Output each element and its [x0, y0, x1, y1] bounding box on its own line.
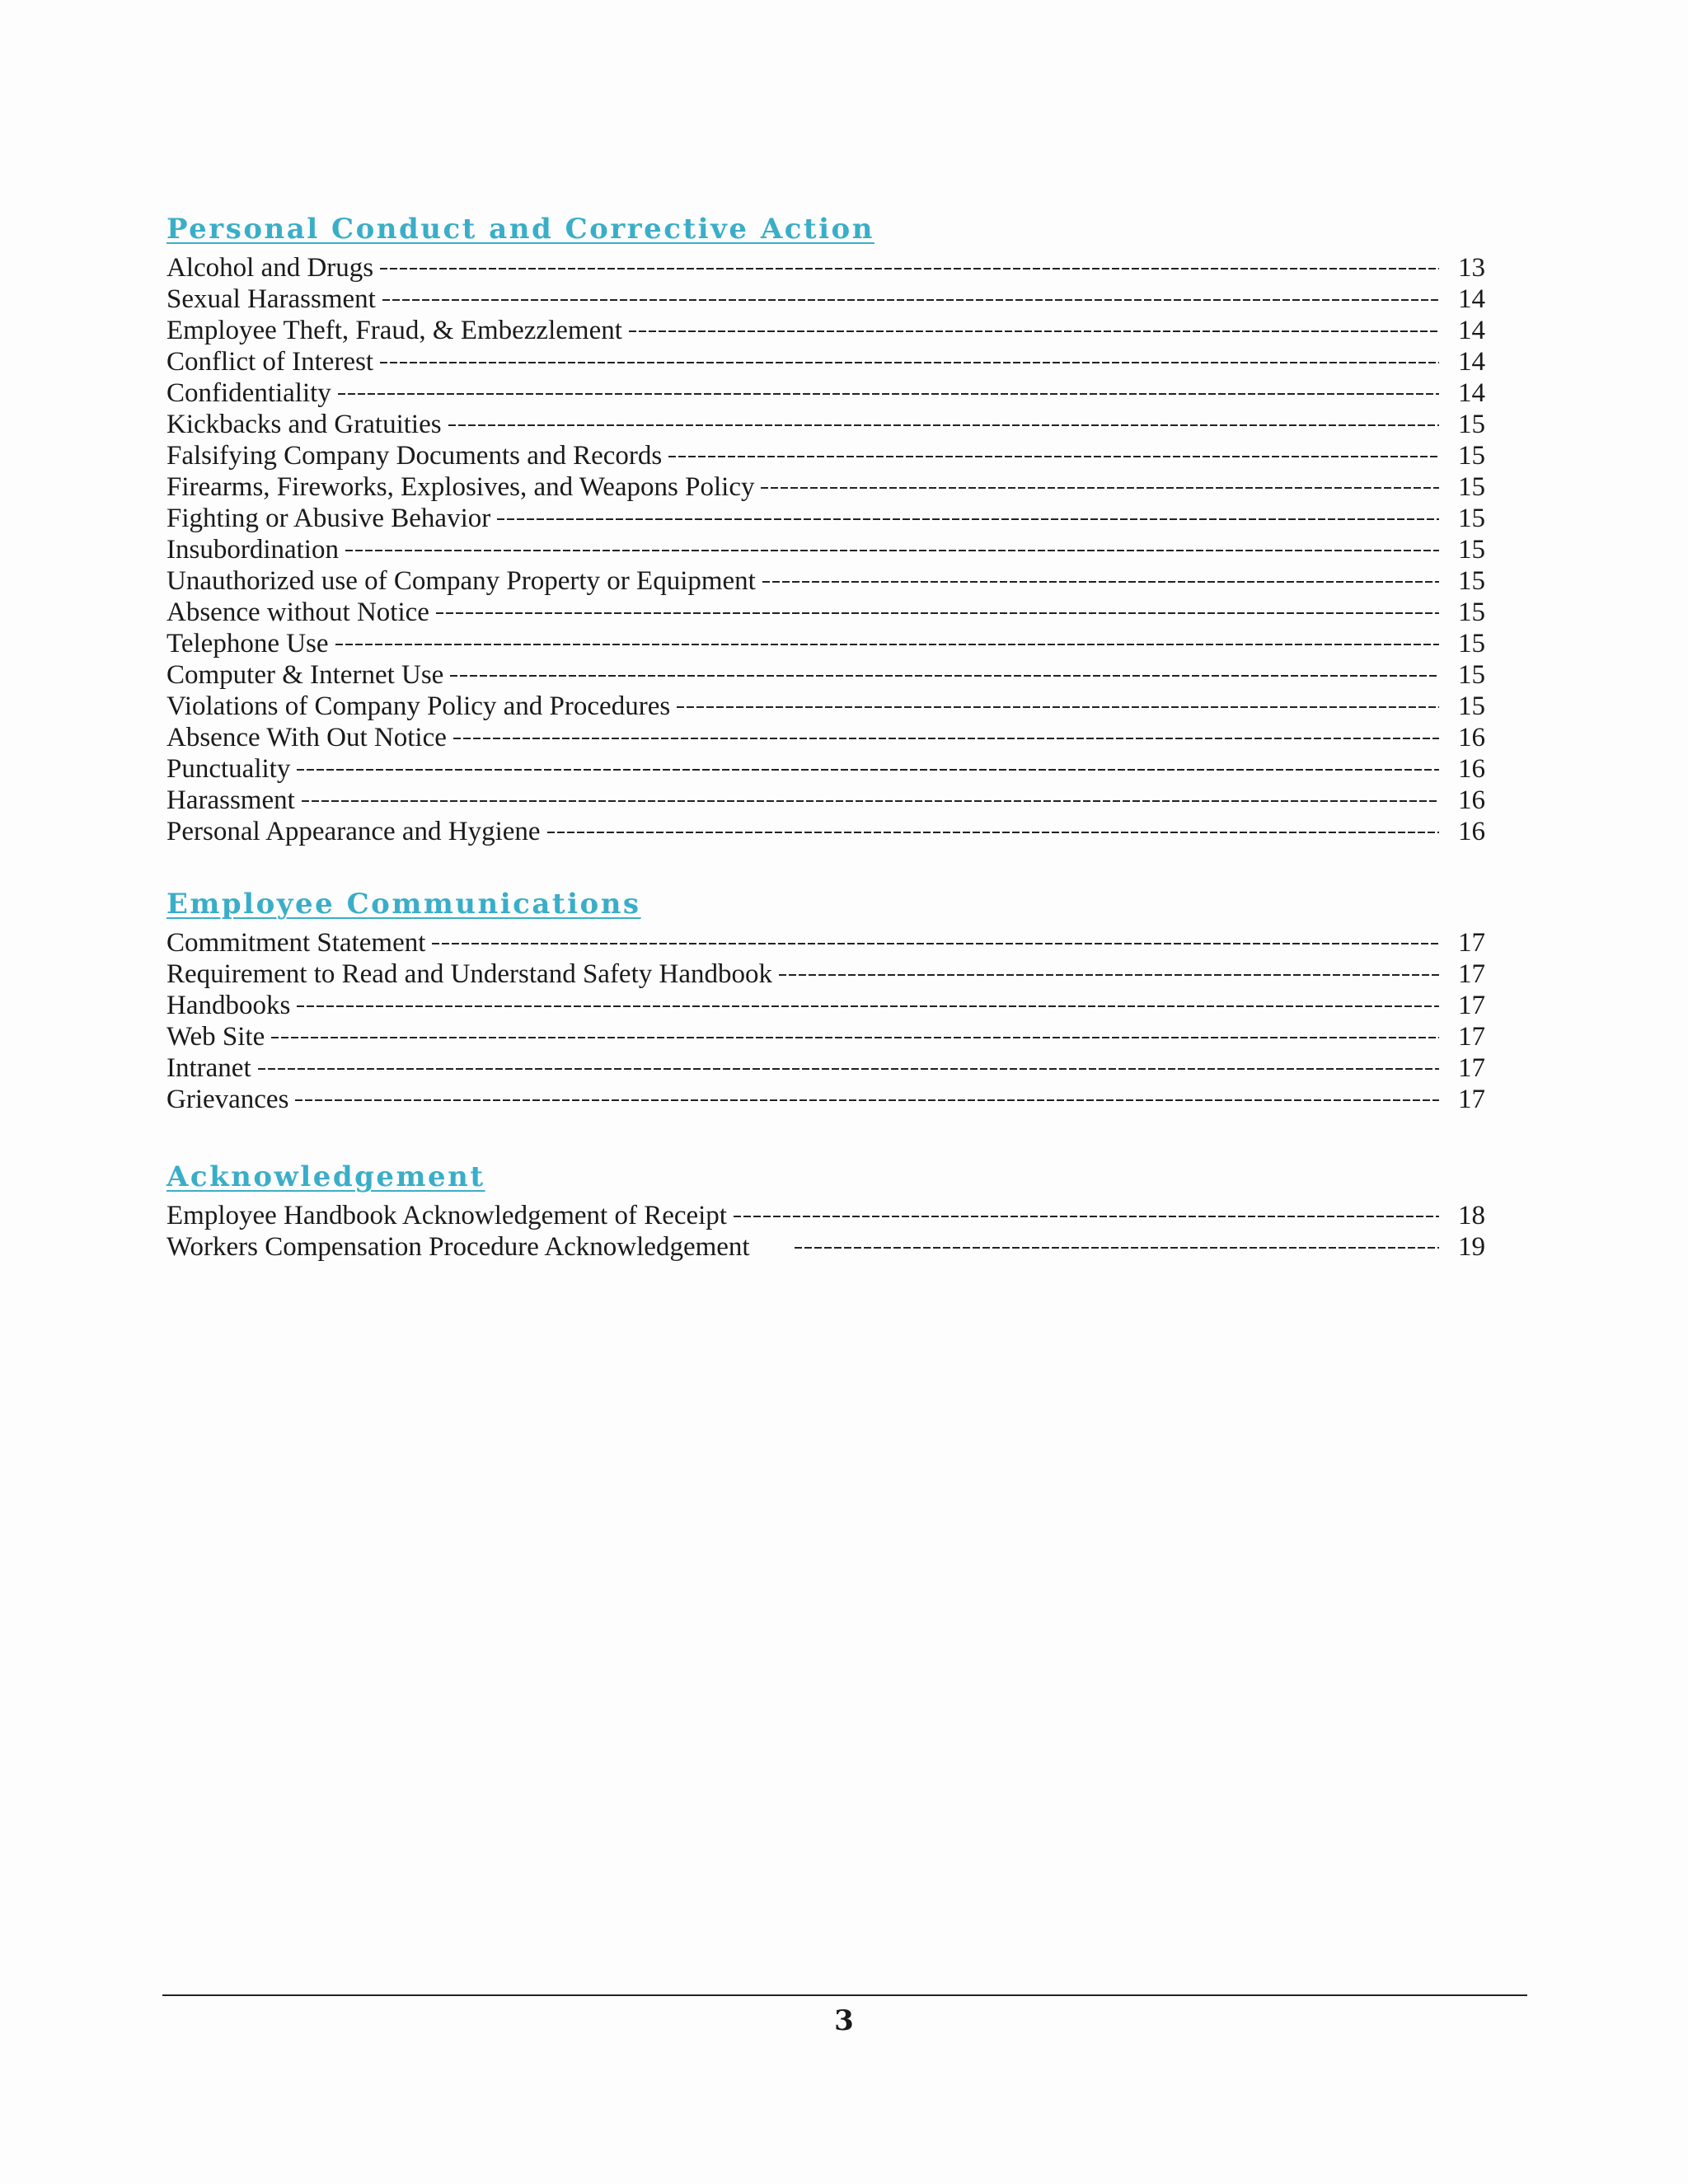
dot-leader	[295, 1091, 1439, 1108]
toc-entry-label: Confidentiality	[166, 378, 331, 408]
toc-entry-label: Harassment	[166, 785, 295, 815]
toc-entry[interactable]	[166, 409, 1485, 440]
toc-entry-page: 15	[1458, 535, 1485, 565]
dot-leader	[497, 510, 1439, 527]
dot-leader	[297, 997, 1439, 1014]
dot-leader	[338, 385, 1439, 401]
toc-entry[interactable]	[166, 503, 1485, 534]
toc-entry[interactable]	[166, 722, 1485, 753]
toc-entry-label: Employee Theft, Fraud, & Embezzlement	[166, 316, 622, 345]
dot-leader	[668, 448, 1439, 464]
toc-entry-page: 17	[1458, 959, 1485, 989]
toc-entry[interactable]	[166, 927, 1485, 958]
dot-leader	[795, 1239, 1439, 1255]
toc-entry-label: Insubordination	[166, 535, 339, 565]
toc-entry-label: Commitment Statement	[166, 928, 426, 958]
toc-entry-page: 15	[1458, 472, 1485, 502]
toc-entry-label: Workers Compensation Procedure Acknowledgement	[166, 1232, 750, 1262]
toc-entry-label: Absence without Notice	[166, 598, 429, 627]
dot-leader	[734, 1207, 1439, 1224]
dot-leader	[762, 573, 1439, 589]
dot-leader	[380, 260, 1439, 276]
toc-entry-page: 15	[1458, 660, 1485, 690]
dot-leader	[629, 322, 1439, 339]
dot-leader	[297, 761, 1439, 777]
toc-entry-page: 14	[1458, 316, 1485, 345]
dot-leader	[453, 729, 1439, 746]
toc-entry-page: 17	[1458, 1022, 1485, 1052]
toc-entry[interactable]	[166, 1021, 1485, 1052]
toc-entry-label: Grievances	[166, 1085, 289, 1114]
toc-entry-page: 15	[1458, 598, 1485, 627]
toc-entry-page: 15	[1458, 691, 1485, 721]
toc-entry-label: Handbooks	[166, 991, 291, 1020]
dot-leader	[547, 823, 1439, 840]
toc-entry[interactable]	[166, 252, 1485, 284]
toc-entry[interactable]	[166, 377, 1485, 409]
toc-entry-label: Absence With Out Notice	[166, 723, 447, 752]
dot-leader	[382, 291, 1439, 307]
toc-entry[interactable]	[166, 659, 1485, 691]
toc-entry-label: Personal Appearance and Hygiene	[166, 817, 541, 846]
dot-leader	[302, 792, 1439, 808]
toc-entry[interactable]	[166, 958, 1485, 990]
toc-entry-page: 17	[1458, 1053, 1485, 1083]
toc-entry-label: Requirement to Read and Understand Safety Handbook	[166, 959, 772, 989]
dot-leader	[448, 416, 1439, 433]
toc-entry[interactable]	[166, 1084, 1485, 1115]
toc-entry[interactable]	[166, 346, 1485, 377]
dot-leader	[450, 667, 1439, 683]
toc-entry[interactable]	[166, 597, 1485, 628]
toc-entry-page: 18	[1458, 1201, 1485, 1230]
section-heading-acknowledgement[interactable]: Acknowledgement	[166, 1160, 485, 1193]
toc-entry-page: 14	[1458, 378, 1485, 408]
dot-leader	[271, 1029, 1439, 1045]
toc-entry-page: 13	[1458, 253, 1485, 283]
toc-entry[interactable]	[166, 816, 1485, 847]
toc-entry-label: Intranet	[166, 1053, 251, 1083]
toc-entry-page: 15	[1458, 504, 1485, 533]
toc-entry-label: Alcohol and Drugs	[166, 253, 374, 283]
toc-entry-page: 16	[1458, 785, 1485, 815]
dot-leader	[779, 966, 1439, 982]
toc-entry-page: 15	[1458, 566, 1485, 596]
toc-entry-label: Unauthorized use of Company Property or Equipment	[166, 566, 756, 596]
section-heading-employee-communications[interactable]: Employee Communications	[166, 888, 641, 921]
toc-entry-label: Sexual Harassment	[166, 284, 376, 314]
section-heading-personal-conduct[interactable]: Personal Conduct and Corrective Action	[166, 213, 874, 246]
toc-entry[interactable]	[166, 1200, 1485, 1231]
toc-entry-label: Telephone Use	[166, 629, 329, 658]
dot-leader	[761, 479, 1439, 495]
toc-entry-page: 17	[1458, 991, 1485, 1020]
toc-entry-page: 16	[1458, 754, 1485, 784]
dot-leader	[677, 698, 1439, 715]
toc-entry[interactable]	[166, 534, 1485, 565]
toc-entry-label: Employee Handbook Acknowledgement of Receipt	[166, 1201, 727, 1230]
toc-entry-page: 14	[1458, 347, 1485, 377]
toc-entry[interactable]	[166, 1052, 1485, 1084]
toc-entry-page: 19	[1458, 1232, 1485, 1262]
dot-leader	[345, 541, 1439, 558]
dot-leader	[380, 354, 1439, 370]
toc-entry-label: Punctuality	[166, 754, 291, 784]
toc-entry-page: 17	[1458, 928, 1485, 958]
toc-entry-page: 14	[1458, 284, 1485, 314]
toc-entry-page: 16	[1458, 723, 1485, 752]
toc-entry[interactable]	[166, 565, 1485, 597]
toc-entry-label: Web Site	[166, 1022, 265, 1052]
toc-entry-label: Computer & Internet Use	[166, 660, 444, 690]
dot-leader	[258, 1060, 1439, 1076]
dot-leader	[436, 604, 1439, 621]
footer-rule	[162, 1994, 1527, 1996]
toc-entry-label: Fighting or Abusive Behavior	[166, 504, 491, 533]
dot-leader	[335, 635, 1439, 652]
toc-entry[interactable]	[166, 1231, 1485, 1263]
toc-entry[interactable]	[166, 691, 1485, 722]
toc-entry[interactable]	[166, 284, 1485, 315]
toc-entry-label: Violations of Company Policy and Procedures	[166, 691, 671, 721]
toc-entry-label: Conflict of Interest	[166, 347, 374, 377]
toc-entry[interactable]	[166, 628, 1485, 659]
dot-leader	[432, 935, 1439, 951]
toc-entry[interactable]	[166, 753, 1485, 785]
toc-entry-page: 15	[1458, 410, 1485, 439]
toc-entry-page: 17	[1458, 1085, 1485, 1114]
toc-entry[interactable]	[166, 315, 1485, 346]
toc-entry[interactable]	[166, 471, 1485, 503]
toc-entry[interactable]	[166, 440, 1485, 471]
toc-entry-page: 16	[1458, 817, 1485, 846]
toc-entry-page: 15	[1458, 629, 1485, 658]
toc-entry[interactable]	[166, 785, 1485, 816]
toc-entry-label: Kickbacks and Gratuities	[166, 410, 442, 439]
toc-entry-label: Firearms, Fireworks, Explosives, and Weapons Policy	[166, 472, 755, 502]
toc-entry-label: Falsifying Company Documents and Records	[166, 441, 663, 471]
page-number: 3	[834, 2004, 854, 2037]
toc-entry-page: 15	[1458, 441, 1485, 471]
toc-entry[interactable]	[166, 990, 1485, 1021]
